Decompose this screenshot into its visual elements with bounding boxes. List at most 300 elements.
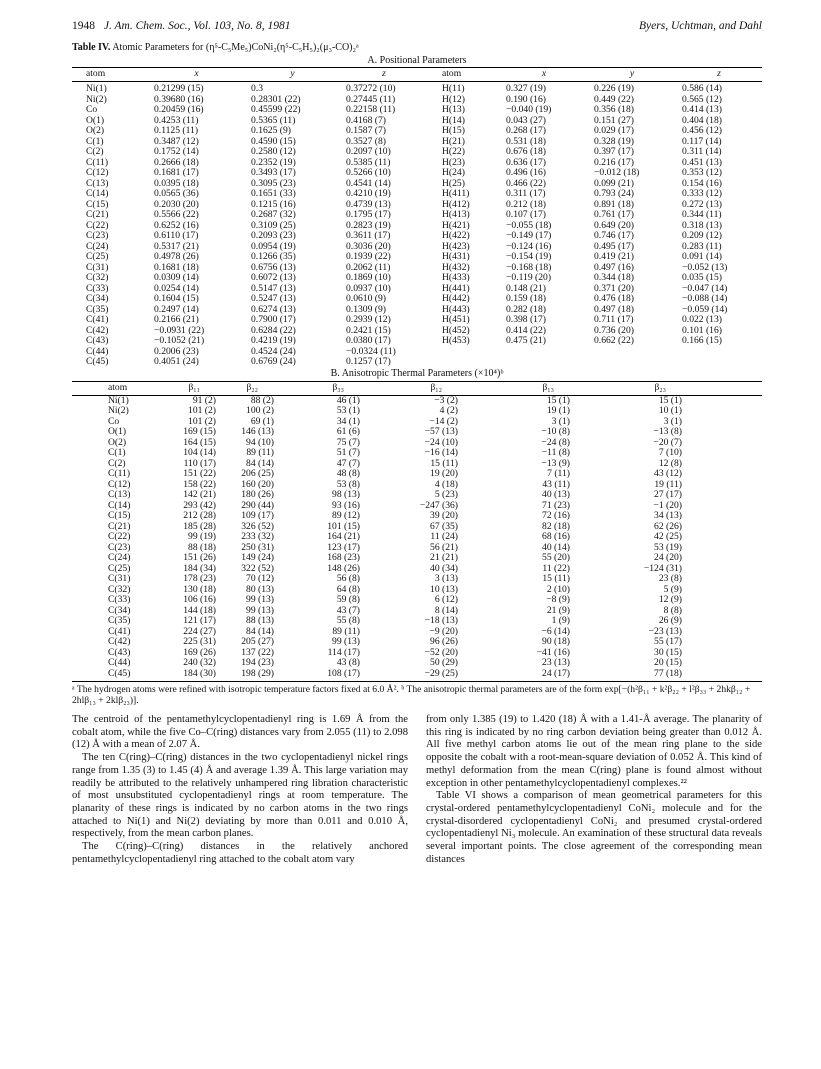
value-cell: 0.2666 (18)	[154, 156, 199, 168]
value-cell: 0.0610 (9)	[346, 293, 386, 304]
value-cell: 0.4978 (26)	[154, 251, 199, 262]
table-row	[72, 189, 762, 200]
value-cell: 0.3493 (17)	[251, 167, 296, 178]
table-row	[72, 231, 762, 242]
atom-cell: C(31)	[108, 573, 131, 584]
value-cell: 75 (7)	[336, 436, 360, 448]
value-cell: 0.22158 (11)	[346, 104, 396, 115]
value-cell: 46 (1)	[336, 394, 360, 406]
value-cell: 30 (15)	[654, 646, 682, 658]
table-row	[72, 595, 762, 606]
value-cell: 0.333 (12)	[682, 188, 722, 199]
value-cell: 100 (2)	[246, 405, 274, 416]
value-cell: 0.1257 (17)	[346, 356, 391, 367]
value-cell: 10 (1)	[658, 405, 682, 416]
value-cell: 178 (23)	[183, 573, 216, 584]
value-cell: 20 (15)	[654, 657, 682, 668]
table-row	[72, 126, 762, 137]
value-cell: 0.1215 (16)	[251, 198, 296, 210]
atom-cell: H(432)	[442, 261, 470, 273]
value-cell: 8 (14)	[434, 604, 458, 616]
value-cell: 0.45599 (22)	[251, 104, 301, 115]
value-cell: 160 (20)	[241, 478, 274, 490]
paragraph: from only 1.385 (19) to 1.420 (18) Å with a 1.41-Å average. The planarity of this ring is indicated by no ring carbon deviation being greater than 0.012 Å. All five methyl carbon atoms lie out of the mean ring plane to the side opposite the cobalt with a root-mean-square deviation of 0.052 Å. This kind of methyl deformation from the mean C(ring) plane is found almost without exception in other pentamethylcyclopentadienyl complexes.²²	[426, 714, 762, 789]
value-cell: 0.371 (20)	[594, 282, 634, 294]
value-cell: 101 (2)	[188, 415, 216, 427]
value-cell: 0.495 (17)	[594, 240, 634, 252]
value-cell	[500, 347, 588, 358]
value-cell: 0.5365 (11)	[251, 114, 296, 126]
value-cell: 0.475 (21)	[506, 335, 546, 346]
positional-parameters-table	[72, 67, 762, 368]
value-cell: 0.419 (21)	[594, 251, 634, 262]
value-cell: 0.676 (18)	[506, 146, 546, 157]
value-cell: 5 (9)	[663, 583, 682, 595]
value-cell: 80 (13)	[246, 583, 274, 595]
value-cell: 0.0565 (36)	[154, 188, 199, 199]
value-cell: 11 (22)	[542, 562, 570, 574]
value-cell: −24 (10)	[424, 436, 458, 448]
table-row	[72, 252, 762, 263]
value-cell: 0.5147 (13)	[251, 282, 296, 294]
table-row	[72, 406, 762, 417]
anisotropic-section-title: B. Anisotropic Thermal Parameters (×10⁴)ᵇ	[330, 367, 504, 379]
value-cell: 123 (17)	[327, 541, 360, 553]
value-cell: 23 (13)	[542, 657, 570, 668]
value-cell: −23 (13)	[648, 625, 682, 637]
value-cell: 0.1939 (22)	[346, 251, 391, 262]
atom-cell: Ni(2)	[108, 405, 129, 416]
value-cell: 0.318 (13)	[682, 219, 722, 231]
atom-cell: H(433)	[442, 272, 470, 283]
value-cell: −29 (25)	[410, 669, 522, 682]
atom-cell: C(2)	[108, 457, 126, 469]
atom-cell: C(24)	[86, 240, 109, 252]
value-cell: 11 (24)	[430, 531, 458, 542]
value-cell: −57 (13)	[424, 426, 458, 437]
value-cell: 0.3487 (12)	[154, 135, 199, 147]
table-row	[72, 273, 762, 284]
value-cell: 225 (31)	[183, 636, 216, 647]
atom-cell: Ni(2)	[86, 93, 107, 105]
value-cell: −247 (36)	[419, 499, 458, 511]
value-cell: 59 (8)	[336, 594, 360, 605]
value-cell: 164 (21)	[327, 531, 360, 542]
value-cell: 0.7900 (17)	[251, 314, 296, 325]
value-cell: 89 (11)	[332, 625, 360, 637]
value-cell: 0.496 (16)	[506, 167, 546, 178]
anisotropic-header-row	[72, 381, 762, 395]
value-cell: 0.2421 (15)	[346, 324, 391, 336]
atom-cell: H(24)	[442, 167, 465, 178]
value-cell: 0.148 (21)	[506, 282, 546, 294]
atom-cell: H(431)	[442, 251, 470, 262]
atom-cell: H(421)	[442, 219, 470, 231]
table-row	[72, 82, 762, 95]
table-row	[72, 336, 762, 347]
value-cell: 206 (25)	[241, 468, 274, 479]
value-cell: 89 (12)	[332, 510, 360, 521]
value-cell: 0.6274 (13)	[251, 303, 296, 315]
value-cell: −24 (8)	[541, 436, 570, 448]
value-cell: 322 (52)	[241, 562, 274, 574]
table-caption	[72, 42, 762, 55]
paragraph: The centroid of the pentamethylcyclopentadienyl ring is 1.69 Å from the cobalt atom, while the five Co–C(ring) distances vary from 2.055 (11) to 2.098 (12) Å with a mean of 2.07 Å.	[72, 714, 408, 751]
column-header: atom	[428, 68, 500, 82]
value-cell: 0.1869 (10)	[346, 272, 391, 283]
value-cell: 0.2030 (20)	[154, 198, 199, 210]
value-cell: 0.1625 (9)	[251, 125, 291, 136]
value-cell: 43 (12)	[654, 468, 682, 479]
value-cell: 93 (16)	[332, 499, 360, 511]
value-cell: −18 (13)	[424, 615, 458, 626]
value-cell: 56 (21)	[430, 541, 458, 553]
value-cell: −14 (2)	[429, 415, 458, 427]
value-cell	[588, 357, 676, 368]
value-cell: 0.043 (27)	[506, 114, 546, 126]
atom-cell: C(15)	[108, 510, 131, 521]
atom-cell: C(33)	[108, 594, 131, 605]
value-cell: 24 (17)	[522, 669, 636, 682]
atom-cell: C(44)	[86, 345, 109, 357]
atom-cell: C(11)	[108, 468, 131, 479]
value-cell: 7 (10)	[658, 447, 682, 458]
value-cell: 0.476 (18)	[594, 293, 634, 304]
value-cell: 48 (8)	[336, 468, 360, 479]
value-cell: 158 (22)	[183, 478, 216, 490]
atom-cell: H(442)	[442, 293, 470, 304]
value-cell: 0.272 (13)	[682, 198, 722, 210]
value-cell: 0.565 (12)	[682, 93, 722, 105]
value-cell: −0.052 (13)	[682, 261, 728, 273]
value-cell: −0.047 (14)	[682, 282, 728, 294]
value-cell: −13 (8)	[653, 426, 682, 437]
atom-cell: H(22)	[442, 146, 465, 157]
table-row	[72, 553, 762, 564]
value-cell: 151 (22)	[183, 468, 216, 479]
atom-cell: O(2)	[86, 125, 105, 136]
table-row	[72, 658, 762, 669]
value-cell: 108 (17)	[314, 669, 410, 682]
table-title: Atomic Parameters for (η⁵-C₅Me₅)CoNi₂(η⁵-C₅H₅)₂(μ₃-CO)₂ᵃ	[112, 42, 359, 53]
value-cell: 0.190 (16)	[506, 93, 546, 105]
value-cell: 0.1681 (18)	[154, 261, 199, 273]
value-cell: 0.5566 (22)	[154, 209, 199, 220]
value-cell: 0.099 (21)	[594, 177, 634, 189]
value-cell: 185 (28)	[183, 520, 216, 532]
value-cell: 77 (18)	[636, 669, 762, 682]
atom-cell: C(1)	[86, 135, 104, 147]
atom-cell: H(12)	[442, 93, 465, 105]
positional-section-title: A. Positional Parameters	[367, 55, 467, 66]
table-row	[72, 315, 762, 326]
value-cell: 0.4219 (19)	[251, 335, 296, 346]
value-cell: 68 (16)	[542, 531, 570, 542]
paragraph: Table VI shows a comparison of mean geometrical parameters for this crystal-ordered pentamethylcyclopentadienyl CoNi₂ molecule and for the crystal-disordered cyclopentadienyl CoNi₂ and presumed crystal-ordered cyclopentadienyl Ni₃ molecule. An examination of these structural data reveals several important points. The close agreement of the corresponding mean distances	[426, 790, 762, 865]
table-row	[72, 168, 762, 179]
atom-cell: H(413)	[442, 209, 470, 220]
value-cell: 26 (9)	[658, 615, 682, 626]
atom-cell: H(412)	[442, 198, 470, 210]
value-cell: 121 (17)	[183, 615, 216, 626]
value-cell: 0.1795 (17)	[346, 209, 391, 220]
value-cell: 0.793 (24)	[594, 188, 634, 199]
value-cell: 99 (13)	[246, 604, 274, 616]
column-header: β₂₂	[226, 381, 314, 395]
value-cell: 0.154 (16)	[682, 177, 722, 189]
value-cell: 7 (11)	[547, 468, 570, 479]
value-cell: 151 (26)	[183, 552, 216, 563]
positional-header-row	[72, 68, 762, 82]
atom-cell: C(43)	[86, 335, 109, 346]
value-cell: 4 (18)	[434, 478, 458, 490]
atom-cell: H(422)	[442, 230, 470, 241]
value-cell: 0.497 (18)	[594, 303, 634, 315]
value-cell: 99 (13)	[246, 594, 274, 605]
value-cell: −0.088 (14)	[682, 293, 728, 304]
value-cell: 0.022 (13)	[682, 314, 722, 325]
value-cell: 0.398 (17)	[506, 314, 546, 325]
value-cell: 0.311 (14)	[682, 146, 722, 157]
table-row	[72, 511, 762, 522]
atom-cell: C(25)	[86, 251, 109, 262]
right-column	[426, 714, 762, 866]
atom-cell: C(1)	[108, 447, 126, 458]
value-cell: 0.4590 (15)	[251, 135, 296, 147]
value-cell: 0.761 (17)	[594, 209, 634, 220]
value-cell: 0.28301 (22)	[251, 93, 301, 105]
value-cell: 24 (20)	[654, 552, 682, 563]
value-cell: 42 (25)	[654, 531, 682, 542]
value-cell: 0.344 (18)	[594, 272, 634, 283]
journal-page	[72, 20, 762, 866]
atom-cell: H(15)	[442, 125, 465, 136]
atom-cell: C(33)	[86, 282, 109, 294]
value-cell: 19 (11)	[654, 478, 682, 490]
atom-cell: H(453)	[442, 335, 470, 346]
value-cell: 0.3095 (23)	[251, 177, 296, 189]
value-cell: 72 (16)	[542, 510, 570, 521]
value-cell: −8 (9)	[546, 594, 570, 605]
value-cell: 148 (26)	[327, 562, 360, 574]
value-cell: 0.456 (12)	[682, 125, 722, 136]
value-cell: 88 (2)	[250, 394, 274, 406]
value-cell: 0.0395 (18)	[154, 177, 199, 189]
value-cell: 40 (14)	[542, 541, 570, 553]
atom-cell: C(14)	[108, 499, 131, 511]
value-cell: −0.012 (18)	[594, 167, 640, 178]
value-cell: 67 (35)	[430, 520, 458, 532]
atom-cell: C(31)	[86, 261, 109, 273]
value-cell: −9 (20)	[429, 625, 458, 637]
table-row	[72, 574, 762, 585]
atom-cell: C(25)	[108, 562, 131, 574]
value-cell: 0.414 (22)	[506, 324, 546, 336]
value-cell: 34 (1)	[336, 415, 360, 427]
value-cell: 0.282 (18)	[506, 303, 546, 315]
atom-cell: C(21)	[86, 209, 109, 220]
value-cell: −0.1052 (21)	[154, 335, 205, 346]
atom-cell: H(23)	[442, 156, 465, 168]
value-cell: 0.6072 (13)	[251, 272, 296, 283]
value-cell: 180 (26)	[241, 489, 274, 500]
table-footnote: ᵃ The hydrogen atoms were refined with isotropic temperature factors fixed at 6.0 Å². ᵇ The anisotropic thermal parameters are of the form exp[−(h²β₁₁ + k²β₂₂ + l²β₃₃ + 2hkβ₁₂ + 2hlβ₁₃ + 2klβ₂₃)].	[72, 684, 751, 706]
table-row	[72, 294, 762, 305]
value-cell: 0.6110 (17)	[154, 230, 199, 241]
value-cell: 110 (17)	[183, 457, 216, 469]
value-cell: 0.117 (14)	[682, 135, 722, 147]
value-cell: 168 (23)	[327, 552, 360, 563]
value-cell: 50 (29)	[430, 657, 458, 668]
table-row	[72, 616, 762, 627]
value-cell: 0.414 (13)	[682, 104, 722, 115]
column-header: z	[676, 68, 762, 82]
atom-cell: C(2)	[86, 146, 104, 157]
value-cell: 0.151 (27)	[594, 114, 634, 126]
column-header: β₂₃	[636, 381, 762, 395]
value-cell: 293 (42)	[183, 499, 216, 511]
atom-cell: Co	[108, 415, 120, 427]
value-cell: 205 (27)	[241, 636, 274, 647]
paragraph: The C(ring)–C(ring) distances in the relatively anchored pentamethylcyclopentadienyl ring attached to the cobalt atom vary	[72, 841, 408, 865]
table-row	[72, 469, 762, 480]
value-cell: −3 (2)	[434, 394, 458, 406]
value-cell: 0.6284 (22)	[251, 324, 296, 336]
atom-cell: C(12)	[86, 167, 109, 178]
value-cell: 88 (13)	[246, 615, 274, 626]
value-cell: 0.2497 (14)	[154, 303, 199, 315]
value-cell: 0.404 (18)	[682, 114, 722, 126]
value-cell: 0.283 (11)	[682, 240, 722, 252]
atom-cell: C(15)	[86, 198, 109, 210]
value-cell: 0.5266 (10)	[346, 167, 391, 178]
table-label: Table IV.	[72, 42, 111, 53]
value-cell: 290 (44)	[241, 499, 274, 511]
value-cell: 15 (11)	[430, 457, 458, 469]
value-cell: 0.5317 (21)	[154, 240, 199, 252]
value-cell: −0.0324 (11)	[346, 345, 396, 357]
value-cell: 194 (23)	[241, 657, 274, 668]
atom-cell: O(1)	[108, 426, 127, 437]
value-cell: 40 (34)	[430, 562, 458, 574]
value-cell: 0.1604 (15)	[154, 293, 199, 304]
value-cell: 15 (1)	[658, 394, 682, 406]
table-row	[72, 490, 762, 501]
value-cell: 0.5247 (13)	[251, 293, 296, 304]
value-cell: 0.2580 (12)	[251, 146, 296, 157]
table-row	[72, 637, 762, 648]
atom-cell: C(22)	[86, 219, 109, 231]
value-cell: 0.101 (16)	[682, 324, 722, 336]
value-cell: 142 (21)	[183, 489, 216, 500]
atom-cell: C(23)	[108, 541, 131, 553]
value-cell: 0.4210 (19)	[346, 188, 391, 199]
value-cell: 39 (20)	[430, 510, 458, 521]
value-cell: 114 (17)	[327, 646, 360, 658]
value-cell: 109 (17)	[241, 510, 274, 521]
value-cell: 61 (6)	[336, 426, 360, 437]
value-cell: 27 (17)	[654, 489, 682, 500]
table-row	[72, 427, 762, 438]
value-cell: 233 (32)	[241, 531, 274, 542]
value-cell: 0.397 (17)	[594, 146, 634, 157]
value-cell: 0.662 (22)	[594, 335, 634, 346]
body-text	[72, 714, 762, 866]
value-cell: 10 (13)	[430, 583, 458, 595]
value-cell: 0.3611 (17)	[346, 230, 391, 241]
atom-cell: C(42)	[108, 636, 131, 647]
value-cell: 326 (52)	[241, 520, 274, 532]
value-cell: −0.055 (18)	[506, 219, 552, 231]
value-cell: −10 (8)	[541, 426, 570, 437]
value-cell: 146 (13)	[241, 426, 274, 437]
value-cell: 0.3	[251, 83, 263, 94]
journal-citation: J. Am. Chem. Soc., Vol. 103, No. 8, 1981	[103, 20, 291, 32]
atom-cell: C(12)	[108, 478, 131, 490]
value-cell: 169 (15)	[183, 426, 216, 437]
value-cell: 0.035 (15)	[682, 272, 722, 283]
value-cell: 99 (13)	[332, 636, 360, 647]
value-cell: 0.216 (17)	[594, 156, 634, 168]
value-cell: −13 (9)	[541, 457, 570, 469]
value-cell: 64 (8)	[336, 583, 360, 595]
atom-cell: C(45)	[86, 356, 109, 367]
atom-cell: C(21)	[108, 520, 131, 532]
value-cell: 98 (13)	[332, 489, 360, 500]
value-cell: 0.4541 (14)	[346, 177, 391, 189]
atom-cell: C(35)	[108, 615, 131, 626]
value-cell: 0.497 (16)	[594, 261, 634, 273]
value-cell: 0.2062 (11)	[346, 261, 391, 273]
value-cell: 99 (19)	[188, 531, 216, 542]
atom-cell: H(441)	[442, 282, 470, 294]
value-cell	[500, 357, 588, 368]
value-cell: 0.212 (18)	[506, 198, 546, 210]
value-cell: 104 (14)	[183, 447, 216, 458]
value-cell: 0.6769 (24)	[251, 356, 296, 367]
value-cell: 21 (9)	[546, 604, 570, 616]
value-cell: 0.1125 (11)	[154, 125, 199, 136]
value-cell: 94 (10)	[246, 436, 274, 448]
value-cell: 0.0954 (19)	[251, 240, 296, 252]
value-cell: 21 (21)	[430, 552, 458, 563]
value-cell: 0.4168 (7)	[346, 114, 386, 126]
value-cell: 0.091 (14)	[682, 251, 722, 262]
table-row	[72, 669, 762, 682]
value-cell: −0.059 (14)	[682, 303, 728, 315]
atom-cell	[428, 357, 500, 368]
value-cell: −0.149 (17)	[506, 230, 552, 241]
value-cell: 71 (23)	[542, 499, 570, 511]
table-row	[72, 357, 762, 368]
atom-cell: C(34)	[108, 604, 131, 616]
table-row	[72, 105, 762, 116]
table-row	[72, 448, 762, 459]
value-cell: −0.040 (19)	[506, 104, 552, 115]
atom-cell: Co	[86, 104, 98, 115]
value-cell: 0.736 (20)	[594, 324, 634, 336]
value-cell: 19 (1)	[546, 405, 570, 416]
atom-cell: C(24)	[108, 552, 131, 563]
value-cell: 0.891 (18)	[594, 198, 634, 210]
value-cell: 53 (19)	[654, 541, 682, 553]
table-row	[72, 532, 762, 543]
value-cell: 19 (20)	[430, 468, 458, 479]
table-row	[72, 147, 762, 158]
value-cell: 101 (15)	[327, 520, 360, 532]
value-cell: 53 (1)	[336, 405, 360, 416]
value-cell: 47 (7)	[336, 457, 360, 469]
